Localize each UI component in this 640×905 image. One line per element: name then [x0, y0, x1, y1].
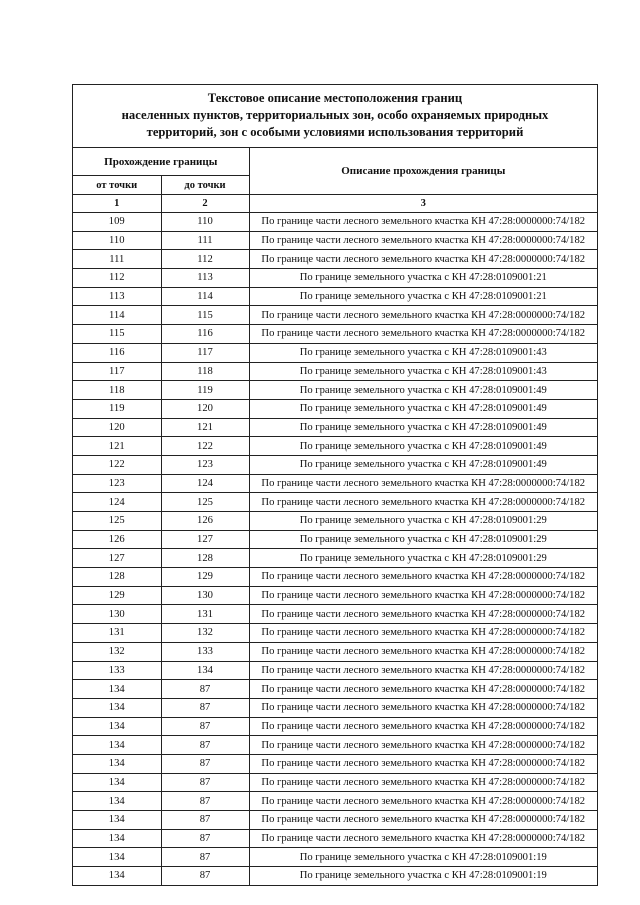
cell-from-point: 122: [73, 455, 161, 474]
cell-description: По границе земельного участка с КН 47:28:0109001:43: [249, 343, 597, 362]
table-row: [73, 586, 597, 605]
cell-description: По границе земельного участка с КН 47:28:0109001:49: [249, 381, 597, 400]
table-row: [73, 717, 597, 736]
table-row: [73, 381, 597, 400]
cell-from-point: 113: [73, 287, 161, 306]
table-row: [73, 474, 597, 493]
cell-from-point: 134: [73, 680, 161, 699]
table-row: [73, 680, 597, 699]
cell-from-point: 134: [73, 811, 161, 830]
cell-description: По границе части лесного земельного кчастка КН 47:28:0000000:74/182: [249, 250, 597, 269]
table-row: [73, 568, 597, 587]
cell-from-point: 127: [73, 549, 161, 568]
cell-from-point: 129: [73, 586, 161, 605]
cell-description: По границе земельного участка с КН 47:28:0109001:21: [249, 287, 597, 306]
title-line-1: Текстовое описание местоположения границ: [207, 91, 463, 105]
table-row: [73, 848, 597, 867]
header-column-number-1: 1: [73, 195, 161, 213]
cell-from-point: 125: [73, 512, 161, 531]
cell-description: По границе земельного участка с КН 47:28:0109001:19: [249, 848, 597, 867]
cell-from-point: 130: [73, 605, 161, 624]
cell-from-point: 134: [73, 848, 161, 867]
cell-description: По границе части лесного земельного кчастка КН 47:28:0000000:74/182: [249, 231, 597, 250]
cell-to-point: 120: [161, 399, 249, 418]
cell-from-point: 121: [73, 437, 161, 456]
cell-from-point: 126: [73, 530, 161, 549]
cell-from-point: 115: [73, 325, 161, 344]
cell-from-point: 111: [73, 250, 161, 269]
cell-to-point: 87: [161, 698, 249, 717]
cell-from-point: 134: [73, 829, 161, 848]
cell-description: По границе земельного участка с КН 47:28:0109001:19: [249, 867, 597, 885]
cell-from-point: 119: [73, 399, 161, 418]
table-row: [73, 325, 597, 344]
cell-description: По границе части лесного земельного кчастка КН 47:28:0000000:74/182: [249, 586, 597, 605]
cell-description: По границе части лесного земельного кчастка КН 47:28:0000000:74/182: [249, 773, 597, 792]
header-boundary-passage: Прохождение границы: [73, 148, 249, 176]
cell-from-point: 134: [73, 717, 161, 736]
cell-description: По границе части лесного земельного кчастка КН 47:28:0000000:74/182: [249, 213, 597, 232]
table-row: [73, 549, 597, 568]
cell-to-point: 118: [161, 362, 249, 381]
cell-from-point: 124: [73, 493, 161, 512]
cell-to-point: 124: [161, 474, 249, 493]
cell-description: По границе земельного участка с КН 47:28:0109001:21: [249, 269, 597, 288]
cell-to-point: 127: [161, 530, 249, 549]
cell-to-point: 117: [161, 343, 249, 362]
table-row: [73, 437, 597, 456]
cell-from-point: 128: [73, 568, 161, 587]
table-row: [73, 698, 597, 717]
cell-from-point: 134: [73, 867, 161, 885]
cell-from-point: 134: [73, 698, 161, 717]
cell-description: По границе земельного участка с КН 47:28:0109001:49: [249, 437, 597, 456]
table-row: [73, 642, 597, 661]
cell-from-point: 112: [73, 269, 161, 288]
cell-from-point: 134: [73, 754, 161, 773]
cell-description: По границе части лесного земельного кчастка КН 47:28:0000000:74/182: [249, 661, 597, 680]
cell-description: По границе части лесного земельного кчастка КН 47:28:0000000:74/182: [249, 736, 597, 755]
cell-description: По границе части лесного земельного кчастка КН 47:28:0000000:74/182: [249, 680, 597, 699]
cell-to-point: 119: [161, 381, 249, 400]
table-row: [73, 250, 597, 269]
cell-to-point: 87: [161, 773, 249, 792]
table-row: [73, 754, 597, 773]
cell-description: По границе части лесного земельного кчастка КН 47:28:0000000:74/182: [249, 306, 597, 325]
cell-description: По границе земельного участка с КН 47:28:0109001:49: [249, 418, 597, 437]
cell-from-point: 120: [73, 418, 161, 437]
cell-to-point: 110: [161, 213, 249, 232]
cell-to-point: 122: [161, 437, 249, 456]
cell-description: По границе части лесного земельного кчастка КН 47:28:0000000:74/182: [249, 829, 597, 848]
cell-to-point: 87: [161, 848, 249, 867]
cell-to-point: 116: [161, 325, 249, 344]
cell-to-point: 130: [161, 586, 249, 605]
cell-from-point: 117: [73, 362, 161, 381]
cell-to-point: 87: [161, 680, 249, 699]
cell-to-point: 115: [161, 306, 249, 325]
cell-to-point: 87: [161, 754, 249, 773]
cell-description: По границе части лесного земельного кчастка КН 47:28:0000000:74/182: [249, 605, 597, 624]
cell-description: По границе земельного участка с КН 47:28:0109001:29: [249, 549, 597, 568]
cell-description: По границе земельного участка с КН 47:28:0109001:49: [249, 399, 597, 418]
table-row: [73, 512, 597, 531]
cell-to-point: 112: [161, 250, 249, 269]
cell-to-point: 87: [161, 717, 249, 736]
cell-description: По границе части лесного земельного кчастка КН 47:28:0000000:74/182: [249, 642, 597, 661]
cell-description: По границе земельного участка с КН 47:28:0109001:29: [249, 530, 597, 549]
table-row: [73, 399, 597, 418]
cell-to-point: 87: [161, 811, 249, 830]
cell-to-point: 129: [161, 568, 249, 587]
header-column-number-3: 3: [249, 195, 597, 213]
cell-to-point: 132: [161, 624, 249, 643]
header-column-number-2: 2: [161, 195, 249, 213]
cell-from-point: 131: [73, 624, 161, 643]
cell-description: По границе части лесного земельного кчастка КН 47:28:0000000:74/182: [249, 568, 597, 587]
table-row: [73, 213, 597, 232]
title-line-2: населенных пунктов, территориальных зон, особо охраняемых природных: [121, 108, 549, 122]
title-line-3: территорий, зон с особыми условиями использования территорий: [146, 125, 524, 139]
cell-description: По границе части лесного земельного кчастка КН 47:28:0000000:74/182: [249, 792, 597, 811]
boundary-table: [73, 148, 597, 885]
table-row: [73, 811, 597, 830]
cell-to-point: 126: [161, 512, 249, 531]
cell-from-point: 114: [73, 306, 161, 325]
document-title: [73, 85, 597, 148]
cell-to-point: 87: [161, 829, 249, 848]
header-from-point: от точки: [73, 176, 161, 195]
cell-from-point: 132: [73, 642, 161, 661]
cell-description: По границе части лесного земельного кчастка КН 47:28:0000000:74/182: [249, 698, 597, 717]
cell-description: По границе земельного участка с КН 47:28:0109001:49: [249, 455, 597, 474]
cell-to-point: 133: [161, 642, 249, 661]
table-row: [73, 362, 597, 381]
boundary-description-document: [72, 84, 598, 886]
table-row: [73, 829, 597, 848]
header-description: Описание прохождения границы: [249, 148, 597, 195]
cell-to-point: 87: [161, 736, 249, 755]
table-row: [73, 867, 597, 885]
table-row: [73, 231, 597, 250]
table-row: [73, 792, 597, 811]
table-row: [73, 773, 597, 792]
cell-to-point: 114: [161, 287, 249, 306]
cell-description: По границе части лесного земельного кчастка КН 47:28:0000000:74/182: [249, 811, 597, 830]
cell-from-point: 116: [73, 343, 161, 362]
cell-description: По границе части лесного земельного кчастка КН 47:28:0000000:74/182: [249, 624, 597, 643]
table-row: [73, 493, 597, 512]
cell-to-point: 125: [161, 493, 249, 512]
cell-from-point: 118: [73, 381, 161, 400]
cell-description: По границе части лесного земельного кчастка КН 47:28:0000000:74/182: [249, 325, 597, 344]
cell-to-point: 121: [161, 418, 249, 437]
cell-description: По границе части лесного земельного кчастка КН 47:28:0000000:74/182: [249, 754, 597, 773]
table-row: [73, 269, 597, 288]
cell-to-point: 128: [161, 549, 249, 568]
cell-description: По границе части лесного земельного кчастка КН 47:28:0000000:74/182: [249, 493, 597, 512]
table-row: [73, 736, 597, 755]
header-to-point: до точки: [161, 176, 249, 195]
cell-from-point: 134: [73, 773, 161, 792]
cell-from-point: 109: [73, 213, 161, 232]
cell-to-point: 113: [161, 269, 249, 288]
cell-from-point: 110: [73, 231, 161, 250]
cell-description: По границе земельного участка с КН 47:28:0109001:29: [249, 512, 597, 531]
cell-description: По границе земельного участка с КН 47:28:0109001:43: [249, 362, 597, 381]
cell-from-point: 123: [73, 474, 161, 493]
cell-from-point: 134: [73, 736, 161, 755]
table-row: [73, 661, 597, 680]
cell-to-point: 134: [161, 661, 249, 680]
table-row: [73, 624, 597, 643]
table-row: [73, 343, 597, 362]
cell-from-point: 133: [73, 661, 161, 680]
table-row: [73, 287, 597, 306]
cell-description: По границе части лесного земельного кчастка КН 47:28:0000000:74/182: [249, 474, 597, 493]
cell-from-point: 134: [73, 792, 161, 811]
table-row: [73, 605, 597, 624]
table-row: [73, 530, 597, 549]
cell-to-point: 87: [161, 867, 249, 885]
cell-to-point: 111: [161, 231, 249, 250]
table-row: [73, 455, 597, 474]
cell-to-point: 123: [161, 455, 249, 474]
table-body: [73, 213, 597, 885]
cell-to-point: 87: [161, 792, 249, 811]
cell-to-point: 131: [161, 605, 249, 624]
cell-description: По границе части лесного земельного кчастка КН 47:28:0000000:74/182: [249, 717, 597, 736]
table-row: [73, 306, 597, 325]
table-row: [73, 418, 597, 437]
